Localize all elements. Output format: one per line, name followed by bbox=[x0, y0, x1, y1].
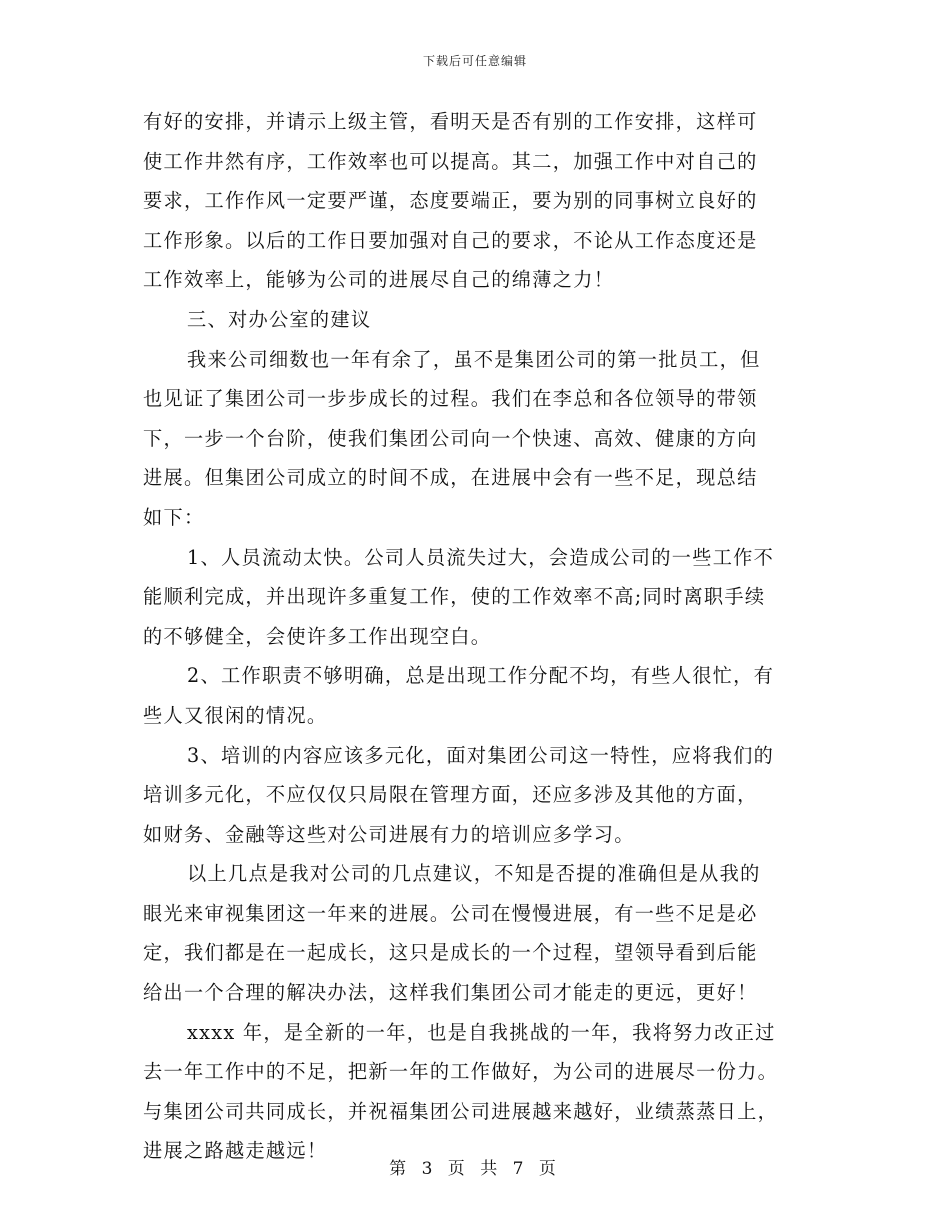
text-line: 也见证了集团公司一步步成长的过程。我们在李总和各位领导的带领 bbox=[143, 387, 758, 411]
text-line: 我来公司细数也一年有余了，虽不是集团公司的第一批员工，但 bbox=[187, 347, 761, 371]
document-body bbox=[143, 102, 815, 1171]
text-line: 工作效率上，能够为公司的进展尽自己的绵薄之力！ bbox=[143, 268, 615, 292]
section-heading: 三、对办公室的建议 bbox=[187, 307, 372, 331]
page-number: 第 3 页 共 7 页 bbox=[389, 1159, 561, 1179]
list-item-3: 3、培训的内容应该多元化，面对集团公司这一特性，应将我们的 bbox=[187, 743, 775, 767]
text-line: 有好的安排，并请示上级主管，看明天是否有别的工作安排，这样可 bbox=[143, 110, 758, 133]
page-header: 下载后可任意编辑 bbox=[422, 54, 527, 68]
text-line: 如财务、金融等这些对公司进展有力的培训应多学习。 bbox=[143, 822, 635, 846]
text-line: xxxx 年，是全新的一年，也是自我挑战的一年，我将努力改正过 bbox=[187, 1020, 776, 1044]
text-line: 进展之路越走越远！ bbox=[143, 1139, 328, 1163]
text-line: 些人又很闲的情况。 bbox=[143, 703, 328, 727]
text-line: 给出一个合理的解决办法，这样我们集团公司才能走的更远，更好！ bbox=[143, 981, 758, 1005]
text-line: 去一年工作中的不足，把新一年的工作做好，为公司的进展尽一份力。 bbox=[143, 1060, 779, 1084]
text-line: 进展。但集团公司成立的时间不成，在进展中会有一些不足，现总结 bbox=[143, 466, 758, 490]
text-line: 使工作井然有序，工作效率也可以提高。其二，加强工作中对自己的 bbox=[143, 149, 758, 173]
text-line: 定，我们都是在一起成长，这只是成长的一个过程，望领导看到后能 bbox=[143, 941, 758, 965]
list-item-2: 2、工作职责不够明确，总是出现工作分配不均，有些人很忙，有 bbox=[187, 664, 775, 688]
text-line: 能顺利完成，并出现许多重复工作，使的工作效率不高;同时离职手续 bbox=[143, 585, 766, 609]
text-line: 如下： bbox=[143, 505, 205, 529]
text-line: 培训多元化，不应仅仅只局限在管理方面，还应多涉及其他的方面， bbox=[143, 783, 758, 807]
text-line: 眼光来审视集团这一年来的进展。公司在慢慢进展，有一些不足是必 bbox=[143, 901, 758, 925]
text-line: 要求，工作作风一定要严谨，态度要端正，要为别的同事树立良好的 bbox=[143, 189, 758, 213]
list-item-1: 1、人员流动太快。公司人员流失过大，会造成公司的一些工作不 bbox=[187, 545, 775, 569]
text-line: 以上几点是我对公司的几点建议，不知是否提的准确但是从我的 bbox=[187, 862, 761, 886]
text-line: 的不够健全，会使许多工作出现空白。 bbox=[143, 624, 492, 648]
text-line: 下，一步一个台阶，使我们集团公司向一个快速、高效、健康的方向 bbox=[143, 426, 758, 450]
text-line: 与集团公司共同成长，并祝福集团公司进展越来越好，业绩蒸蒸日上， bbox=[143, 1099, 779, 1123]
text-line: 工作形象。以后的工作日要加强对自己的要求，不论从工作态度还是 bbox=[143, 228, 758, 252]
